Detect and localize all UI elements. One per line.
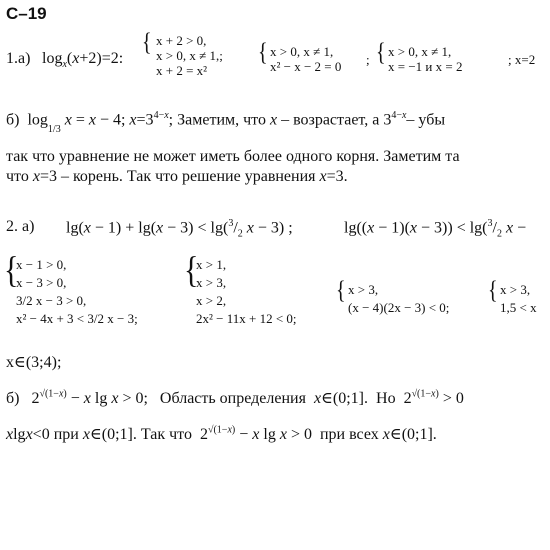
- sys2-tail: ;: [366, 52, 370, 67]
- sysA-row: x² − 4x + 3 < 3/2 x − 3;: [16, 311, 138, 326]
- sysD-row: x > 3,: [500, 282, 531, 297]
- brace-sysC: {: [336, 276, 346, 305]
- system-D: [500, 281, 537, 317]
- brace-sysD: {: [488, 276, 498, 305]
- sys3-tail: ; x=2: [508, 52, 536, 67]
- brace-sys3: {: [376, 38, 386, 67]
- sysB-row: x > 3,: [196, 275, 227, 290]
- sysC-row: (x − 4)(2x − 3) < 0;: [348, 300, 450, 315]
- p2-equation-2: $\lg((x - 1)(x - 3)) < \lg(^3/_2$ x −: [344, 218, 527, 240]
- brace-sysA: {: [4, 249, 19, 291]
- sys2-row: x² − x − 2 = 0: [270, 59, 342, 74]
- sysB-row: x > 2,: [196, 293, 227, 308]
- system-B: [196, 256, 297, 328]
- brace-sys2: {: [258, 38, 268, 67]
- p1-line3: так что уравнение не может иметь более одного корня. Заметим та: [6, 148, 460, 165]
- brace-sys1: {: [142, 28, 152, 57]
- sysA-row: x − 3 > 0,: [16, 275, 67, 290]
- p2-last-line: xlgx<0 при x∈(0;1]. Так что $2^{√(1-x)} - x$ lg x > 0 при всех x∈(0;1].: [6, 424, 437, 443]
- sys2-row: x > 0, x ≠ 1,: [270, 44, 334, 59]
- system-3: [388, 44, 462, 74]
- sysB-row: 2x² − 11x + 12 < 0;: [196, 311, 297, 326]
- brace-sysB: {: [184, 249, 199, 291]
- sysD-row: 1,5 < x: [500, 300, 537, 315]
- p1-equation: $\log_x(x+2)=2$:: [42, 50, 124, 71]
- system-2: [270, 44, 341, 74]
- sys1-row: x + 2 > 0,: [156, 33, 207, 48]
- p1-b-line: б) $\log_{_{1/3}} x = x - 4$; $x=3^{4-x}$; Заметим, что x – возрастает, а $3^{4-x}-$ убы: [6, 110, 446, 135]
- p1-label: 1.а): [6, 50, 31, 67]
- p2-equation-1: $\lg(x - 1) + \lg(x - 3) < \lg(^3/_2$ x − 3) ;: [66, 218, 293, 240]
- sys3-row: x > 0, x ≠ 1,: [388, 44, 452, 59]
- system-A: [16, 256, 138, 328]
- sys1-row: x + 2 = x²: [156, 63, 208, 78]
- sys3-row: x = −1 и x = 2: [388, 59, 463, 74]
- p2-label: 2. а): [6, 218, 35, 235]
- system-C: [348, 281, 449, 317]
- p2-answer: x∈(3;4);: [6, 354, 62, 371]
- sys1-row: x > 0, x ≠ 1,;: [156, 48, 223, 63]
- p1-line4: что x=3 – корень. Так что решение уравнения x=3.: [6, 168, 348, 185]
- page-title: С–19: [6, 4, 47, 23]
- sysA-row: x − 1 > 0,: [16, 257, 67, 272]
- p2-b-line: б) $2^{√(1-x)} - x$ lg x > 0; Область определения x∈(0;1]. Но $2^{√(1-x)} > 0$: [6, 388, 464, 407]
- sysC-row: x > 3,: [348, 282, 379, 297]
- sysA-row: 3/2 x − 3 > 0,: [16, 293, 87, 308]
- system-1: [156, 33, 223, 78]
- sysB-row: x > 1,: [196, 257, 227, 272]
